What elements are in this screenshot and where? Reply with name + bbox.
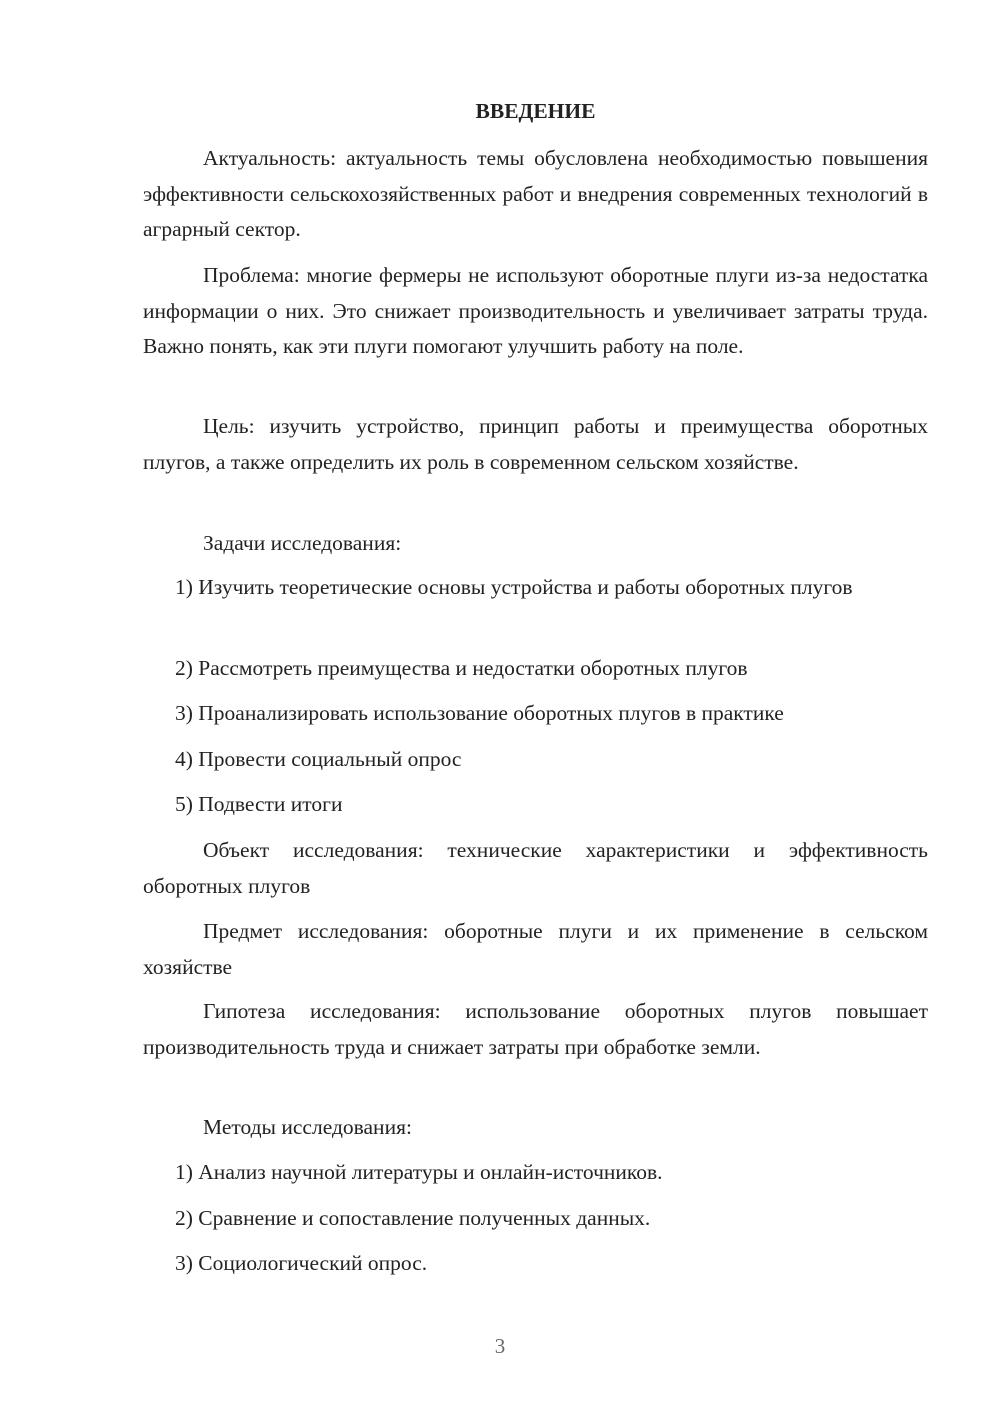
object-paragraph: Объект исследования: технические характеристики и эффективность оборотных плугов — [143, 838, 928, 898]
goal-paragraph: Цель: изучить устройство, принцип работы и преимущества оборотных плугов, а также определить их роль в современном сельском хозяйстве. — [143, 414, 928, 474]
method-item-1: 1) Анализ научной литературы и онлайн-источников. — [175, 1160, 663, 1184]
task-item-1: 1) Изучить теоретические основы устройства и работы оборотных плугов — [175, 575, 853, 599]
page-number: 3 — [494, 1334, 506, 1358]
page-title: ВВЕДЕНИЕ — [475, 99, 596, 123]
hypothesis-paragraph: Гипотеза исследования: использование оборотных плугов повышает производительность труда и снижает затраты при обработке земли. — [143, 999, 928, 1059]
methods-heading: Методы исследования: — [203, 1115, 412, 1139]
problem-paragraph: Проблема: многие фермеры не используют оборотные плуги из-за недостатка информации о них. Это снижает производительность и увеличивает затраты труда. Важно понять, как эти плуги помогают улучшить работу на поле. — [143, 263, 928, 358]
subject-paragraph: Предмет исследования: оборотные плуги и их применение в сельском хозяйстве — [143, 919, 928, 979]
task-item-4: 4) Провести социальный опрос — [175, 747, 462, 771]
method-item-3: 3) Социологический опрос. — [175, 1251, 428, 1275]
task-item-5: 5) Подвести итоги — [175, 792, 343, 816]
tasks-heading: Задачи исследования: — [203, 531, 402, 555]
method-item-2: 2) Сравнение и сопоставление полученных данных. — [175, 1206, 651, 1230]
task-item-3: 3) Проанализировать использование оборотных плугов в практике — [175, 701, 784, 725]
actuality-paragraph: Актуальность: актуальность темы обусловлена необходимостью повышения эффективности сельскохозяйственных работ и внедрения современных технологий в аграрный сектор. — [143, 146, 928, 241]
task-item-2: 2) Рассмотреть преимущества и недостатки оборотных плугов — [175, 656, 748, 680]
